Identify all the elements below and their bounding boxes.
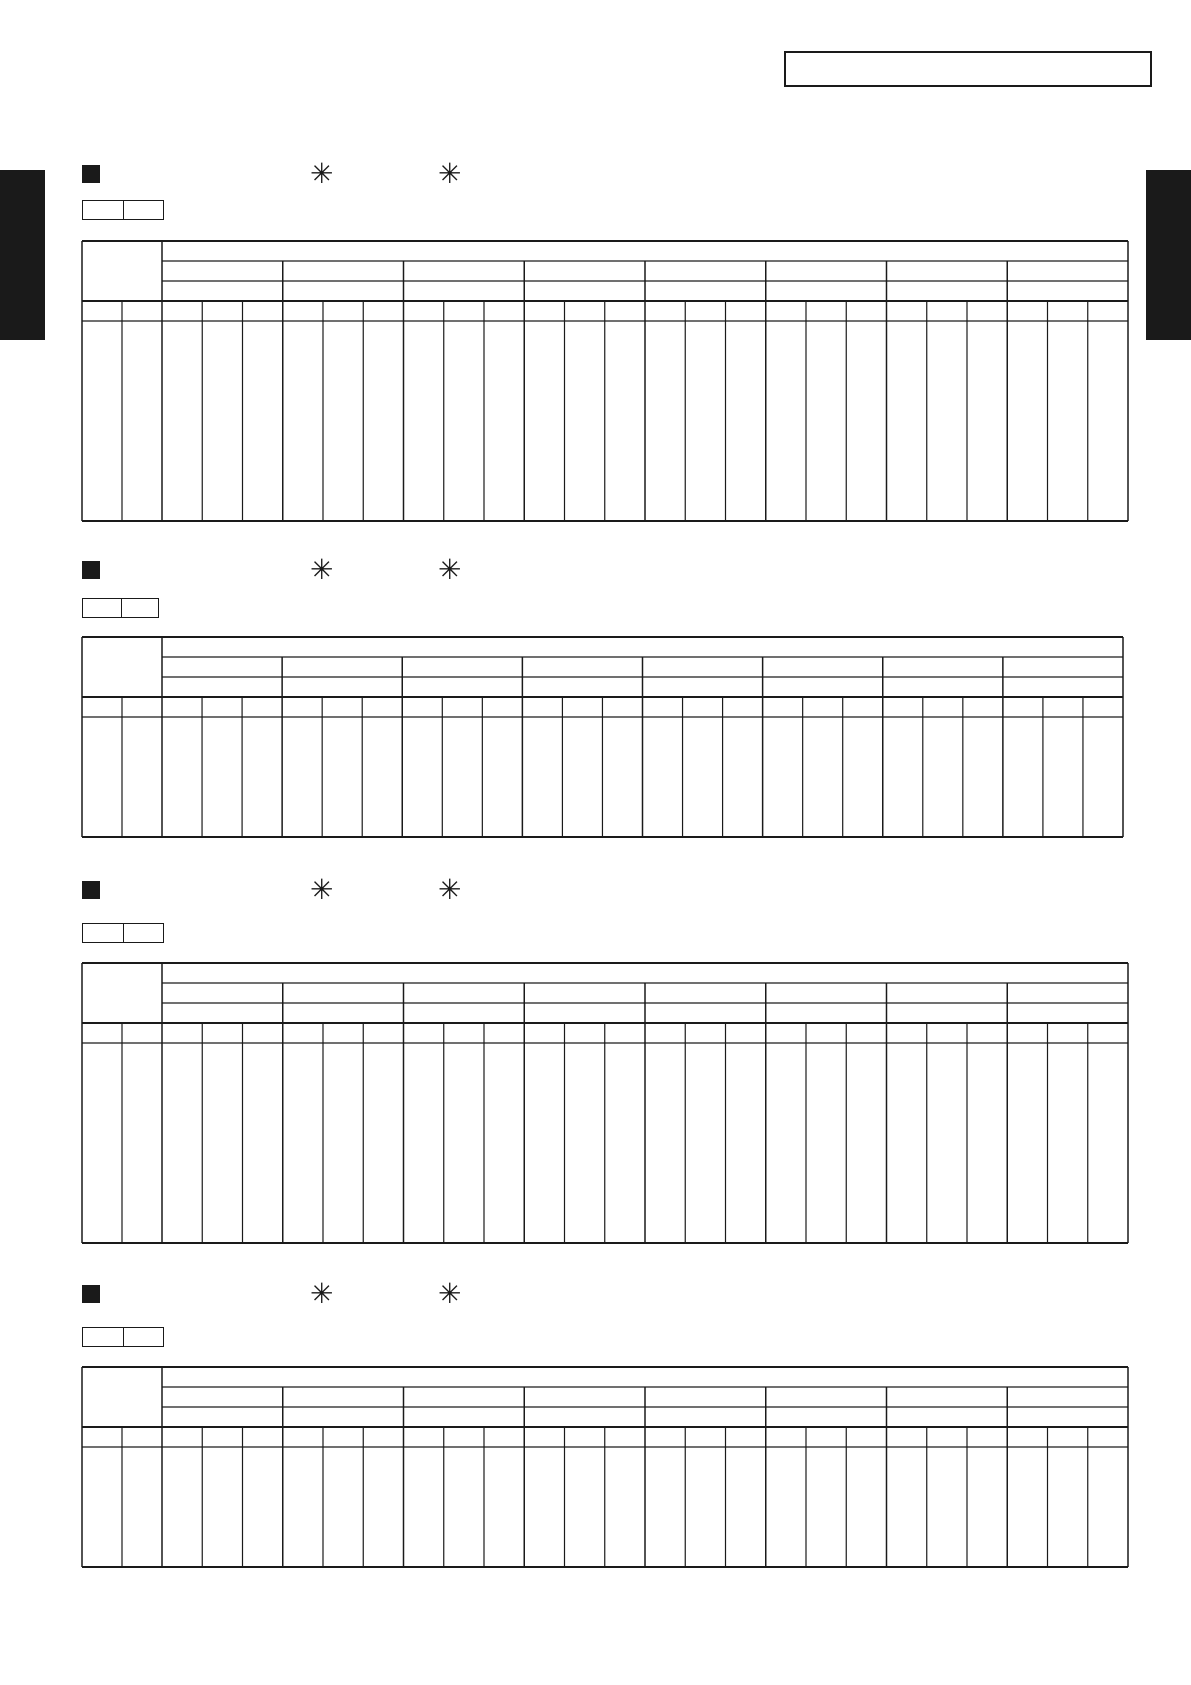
code-cell-left bbox=[83, 1328, 124, 1346]
section-heading bbox=[82, 1277, 582, 1310]
asterisk-icon: ✳ bbox=[438, 873, 462, 906]
small-code-box bbox=[82, 923, 164, 943]
asterisk-icon: ✳ bbox=[310, 873, 334, 906]
square-bullet-icon bbox=[82, 881, 100, 899]
asterisk-icon: ✳ bbox=[310, 1277, 334, 1310]
left-index-tab bbox=[0, 170, 45, 340]
asterisk-icon: ✳ bbox=[438, 157, 462, 190]
ledger-table bbox=[82, 637, 1123, 837]
ledger-table bbox=[82, 963, 1128, 1243]
code-cell-left bbox=[83, 599, 122, 617]
header-entry-box bbox=[784, 51, 1152, 87]
code-cell-right bbox=[123, 924, 163, 942]
asterisk-icon: ✳ bbox=[310, 157, 334, 190]
section-heading bbox=[82, 157, 582, 190]
code-cell-left bbox=[83, 924, 124, 942]
right-index-tab bbox=[1146, 170, 1191, 340]
section-heading bbox=[82, 553, 582, 586]
small-code-box bbox=[82, 200, 164, 220]
square-bullet-icon bbox=[82, 1285, 100, 1303]
code-cell-right bbox=[121, 599, 159, 617]
ledger-table bbox=[82, 1367, 1128, 1567]
small-code-box bbox=[82, 1327, 164, 1347]
code-cell-right bbox=[123, 1328, 163, 1346]
ledger-table bbox=[82, 241, 1128, 521]
square-bullet-icon bbox=[82, 165, 100, 183]
small-code-box bbox=[82, 598, 159, 618]
asterisk-icon: ✳ bbox=[438, 553, 462, 586]
asterisk-icon: ✳ bbox=[438, 1277, 462, 1310]
code-cell-right bbox=[123, 201, 163, 219]
square-bullet-icon bbox=[82, 561, 100, 579]
asterisk-icon: ✳ bbox=[310, 553, 334, 586]
section-heading bbox=[82, 873, 582, 906]
code-cell-left bbox=[83, 201, 124, 219]
